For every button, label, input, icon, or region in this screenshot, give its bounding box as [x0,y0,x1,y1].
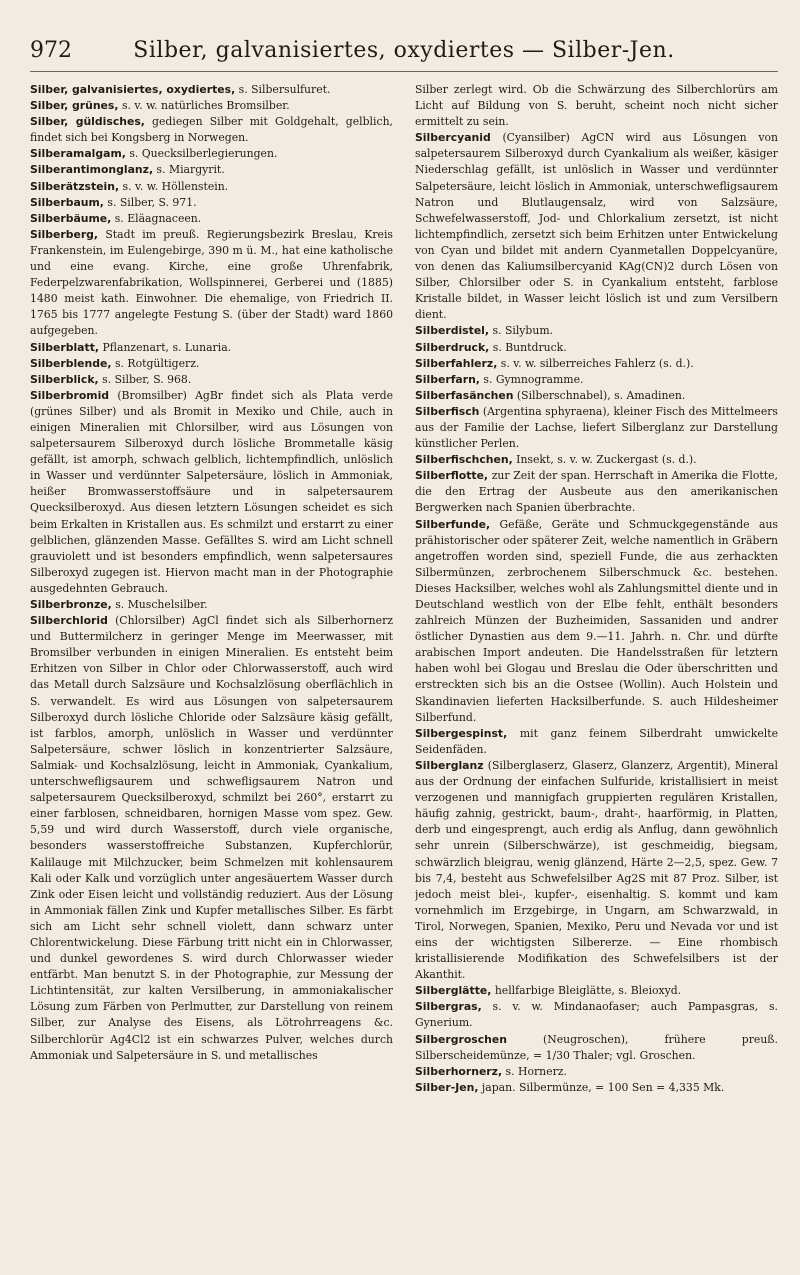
dictionary-entry [30,195,393,211]
dictionary-entry [415,388,778,404]
entry-text: (Argentina sphyraena), kleiner Fisch des Mittelmeers aus der Familie der Lachse, liefert Silberglanz zur Darstellung künstlicher Perlen. [415,404,778,451]
entry-headword: Silberberg, [30,227,99,241]
entry-headword: Silberblick, [30,372,99,386]
entry-headword: Silberhornerz, [415,1064,503,1078]
entry-text: s. Rotgültigerz. [114,356,200,370]
entry-text: (Silberschnabel), s. Amadinen. [516,388,686,402]
dictionary-entry [415,323,778,339]
dictionary-entry [30,340,393,356]
text-columns [30,82,778,1257]
entry-text: s. Silber, S. 968. [102,372,192,386]
dictionary-entry [30,82,393,98]
entry-headword: Silberfischchen, [415,453,513,467]
dictionary-entry [30,613,393,1064]
entry-text: hellfarbige Bleiglätte, s. Bleioxyd. [494,984,682,998]
dictionary-entry [30,388,393,597]
entry-text: s. Muschelsilber. [115,598,208,611]
entry-text: s. Buntdruck. [492,340,567,354]
entry-headword: Silberflotte, [415,469,489,483]
dictionary-entry [415,340,778,356]
entry-text: s. Silybum. [492,324,554,338]
entry-headword: Silbergespinst, [415,726,508,740]
entry-text: gediegen Silber mit Goldgehalt, gelblich, findet sich bei Kongsberg in Norwegen. [30,115,393,145]
dictionary-entry [30,227,393,340]
entry-text: (Chlorsilber) AgCl findet sich als Silberhornerz und Buttermilcherz in geringer Menge im Meerwasser, mit Bromsilber verbunden in einigen Mineralien. Es entsteht beim Erhitzen von Silber in Chlor oder Chlorwasserstoff, auch wird das Metall durch Salzsäure und Kochsalzlösung oberflächlich in S. verwandelt. Es wird aus Lösungen von salpetersaurem Silberoxyd durch lösliche Chloride oder Salzsäure käsig gefällt, ist farblos, amorph, unlöslich in Wasser und verdünnter Salpetersäure, schwer löslich in konzentrierter Salzsäure, Salmiak- und Kochsalzlösung, leicht in Ammoniak, Cyankalium, unterschwefligsaurem und schwefligsaurem Natron und salpetersaurem Quecksilberoxyd, schmilzt bei 260°, erstarrt zu einer farblosen, schneidbaren, hornigen Masse vom spez. Gew. 5,59 und wird durch Wasserstoff, durch viele organische, besonders wasserstoffreiche Substanzen, Kupferchlorür, Kalilauge mit Milchzucker, beim Schmelzen mit kohlensaurem Kali oder Kalk und vorzüglich unter angesäuertem Wasser durch Zink oder Eisen leicht und vollständig reduziert. Aus der Lösung in Ammoniak fällen Zink und Kupfer metallisches Silber. Es färbt sich am Licht sehr schnell violett, dann schwarz unter Chlorentwickelung. Diese Färbung tritt nicht ein in Chlorwasser, und dunkel gewordenes S. wird durch Chlorwasser wieder entfärbt. Man benutzt S. in der Photographie, zur Messung der Lichtintensität, zur kalten Versilberung, in ammoniakalischer Lösung zum Färben von Perlmutter, zur Darstellung von reinem Silber, zur Analyse des Eisens, als Lötrohrreagens &c. Silberchlorür Ag4Cl2 ist ein schwarzes Pulver, welches durch Ammoniak und Salpetersäure in S. und metallisches [30,614,393,1062]
entry-text: s. v. w. Höllenstein. [122,179,229,193]
entry-headword: Silberbäume, [30,211,112,225]
entry-text: (Bromsilber) AgBr findet sich als Plata verde (grünes Silber) und als Bromit in Mexiko und Chile, auch in einigen Mineralien mit Chlorsilber, wird aus Lösungen von salpetersaurem Silberoxyd durch lösliche Brommetalle käsig gefällt, ist amorph, schwach gelblich, lichtempfindlich, unlöslich in Wasser und verdünnter Salpetersäure, löslich in Ammoniak, heißer Bromwasserstoffsäure und in salpetersaurem Quecksilberoxyd. Aus diesen letztern Lösungen scheidet es sich beim Erkalten in Kristallen aus. Es schmilzt und erstarrt zu einer gelblichen, glänzenden Masse. Gefälltes S. wird am Licht schnell grauviolett und ist besonders empfindlich, wenn salpetersaures Silberoxyd zugegen ist. Hiervon macht man in der Photographie ausgedehnten Gebrauch. [30,388,393,595]
dictionary-entry [415,468,778,516]
entry-text: japan. Silbermünze, = 100 Sen = 4,335 Mk. [481,1080,725,1094]
dictionary-entry [415,999,778,1031]
entry-text: Silber zerlegt wird. Ob die Schwärzung des Silberchlorürs am Licht auf Bildung von S. beruht, scheint noch nicht sicher ermittelt zu sein. [415,83,778,129]
dictionary-entry [415,726,778,758]
dictionary-entry [415,404,778,452]
entry-text: Insekt, s. v. w. Zuckergast (s. d.). [516,453,697,467]
dictionary-entry [415,758,778,983]
dictionary-entry [30,114,393,146]
entry-headword: Silberbaum, [30,195,104,209]
entry-headword: Silberbronze, [30,598,112,611]
entry-headword: Silberdruck, [415,340,490,354]
entry-text: Stadt im preuß. Regierungsbezirk Breslau, Kreis Frankenstein, im Eulengebirge, 390 m ü. M., hat eine katholische und eine evang. Kirche, eine große Uhrenfabrik, Federpelzwarenfabrikation, Wollspinnerei, Gerberei und (1885) 1480 meist kath. Einwohner. Die ehemalige, von Friedrich II. 1765 bis 1777 angelegte Festung S. (über der Stadt) ward 1860 aufgegeben. [30,227,393,338]
entry-text: zur Zeit der span. Herrschaft in Amerika die Flotte, die den Ertrag der Ausbeute aus den amerikanischen Bergwerken nach Spanien überbrachte. [415,469,778,515]
entry-headword: Silberblatt, [30,340,99,354]
entry-text: mit ganz feinem Silberdraht umwickelte Seidenfäden. [415,726,778,756]
entry-text: s. Silbersulfuret. [238,83,331,96]
dictionary-entry [415,356,778,372]
dictionary-entry [30,372,393,388]
entry-text: s. v. w. silberreiches Fahlerz (s. d.). [500,356,694,370]
entry-headword: Silberbromid [30,388,110,402]
dictionary-entry [415,1080,778,1096]
entry-text: s. Hornerz. [505,1064,567,1078]
dictionary-entry [415,82,778,130]
entry-headword: Silberätzstein, [30,179,120,193]
left-column [30,82,393,1257]
entry-headword: Silberfarn, [415,372,480,386]
running-title: Silber, galvanisiertes, oxydiertes — Silber-Jen. [133,38,675,63]
entry-text: (Cyansilber) AgCN wird aus Lösungen von salpetersaurem Silberoxyd durch Cyankalium als weißer, käsiger Niederschlag gefällt, ist unlöslich in Wasser und verdünnter Salpetersäure, leicht löslich in Ammoniak, unterschwefligsaurem Natron und Blutlaugensalz, wird von Salzsäure, Schwefelwasserstoff, Jod- und Chlorkalium zersetzt, ist nicht lichtempfindlich, zersetzt sich beim Erhitzen unter Entwickelung von Cyan und bildet mit andern Cyanmetallen Doppelcyanüre, von denen das Kaliumsilbercyanid KAg(CN)2 durch Lösen von Silber, Chlorsilber oder S. in Cyankalium entsteht, farblose Kristalle bildet, in Wasser leicht löslich ist und zum Versilbern dient. [415,131,778,322]
entry-headword: Silberfahlerz, [415,356,498,370]
dictionary-entry [415,1032,778,1064]
dictionary-entry [30,146,393,162]
right-column [415,82,778,1257]
page-number: 972 [30,38,72,63]
entry-headword: Silberfasänchen [415,388,514,402]
entry-text: Gefäße, Geräte und Schmuckgegenstände aus prähistorischer oder späterer Zeit, welche namentlich in Gräbern angetroffen worden sind, speziell Funde, die aus zerhackten Silbermünzen, zerbrochenem Silberschmuck &c. bestehen. Dieses Hacksilber, welches wohl als Zahlungsmittel diente und in Deutschland westlich von der Elbe fehlt, enthält besonders zahlreich Münzen der Buzheimiden, Sassaniden und andrer östlicher Dynastien aus dem 9.—11. Jahrh. n. Chr. und dürfte arabischen Import andeuten. Die Handelsstraßen für letztern haben wohl bei Glogau und Breslau die Oder überschritten und erstreckten sich bis an die Ostsee (Wollin). Auch Holstein und Skandinavien lieferten Hacksilberfunde. S. auch Hildesheimer Silberfund. [415,517,778,724]
entry-headword: Silber, güldisches, [30,115,145,129]
entry-headword: Silbergras, [415,1000,482,1014]
entry-headword: Silberglätte, [415,984,492,998]
dictionary-entry [30,356,393,372]
entry-headword: Silberblende, [30,356,112,370]
dictionary-entry [30,162,393,178]
entry-text: s. v. w. natürliches Bromsilber. [121,99,290,113]
entry-headword: Silber-Jen, [415,1080,479,1094]
entry-headword: Silberfisch [415,404,480,418]
dictionary-entry [30,211,393,227]
header-rule [30,71,778,72]
dictionary-entry [415,1064,778,1080]
entry-headword: Silberamalgam, [30,147,126,161]
entry-headword: Silbergroschen [415,1032,507,1046]
entry-text: (Silberglaserz, Glaserz, Glanzerz, Argentit), Mineral aus der Ordnung der einfachen Sulfuride, kristallisiert in meist verzogenen und mannigfach gruppierten regulären Kristallen, häufig zahnig, gestrickt, baum-, draht-, haarförmig, in Platten, derb und eingesprengt, auch erdig als Anflug, dann gewöhnlich sehr unrein (Silberschwärze), ist geschmeidig, biegsam, schwärzlich bleigrau, wenig glänzend, Härte 2—2,5, spez. Gew. 7 bis 7,4, besteht aus Schwefelsilber Ag2S mit 87 Proz. Silber, ist jedoch meist blei-, kupfer-, eisenhaltig. S. kommt und kam vornehmlich im Erzgebirge, in Ungarn, am Schwarzwald, in Tirol, Norwegen, Spanien, Mexiko, Peru und Nevada vor und ist eins der wichtigsten Silbererze. — Eine rhombisch kristallisierende Modifikation des Schwefelsilbers ist der Akanthit. [415,758,778,982]
dictionary-entry [415,517,778,726]
dictionary-entry [415,983,778,999]
entry-headword: Silberfunde, [415,517,491,531]
entry-text: s. Quecksilberlegierungen. [129,147,278,161]
entry-text: s. Eläagnaceen. [114,211,202,225]
page-header [30,38,778,72]
entry-headword: Silberantimonglanz, [30,163,154,177]
entry-text: Pflanzenart, s. Lunaria. [102,340,232,354]
entry-headword: Silberchlorid [30,614,108,628]
dictionary-entry [415,452,778,468]
entry-headword: Silber, grünes, [30,99,119,113]
dictionary-entry [30,597,393,613]
entry-text: s. Silber, S. 971. [107,195,197,209]
entry-text: s. v. w. Mindanaofaser; auch Pampasgras, s. Gynerium. [415,1000,778,1030]
entry-headword: Silbercyanid [415,131,491,145]
entry-text: s. Gymnogramme. [483,372,584,386]
entry-headword: Silberglanz [415,758,484,772]
dictionary-entry [415,130,778,323]
entry-text: s. Miargyrit. [156,163,225,177]
entry-text: (Neugroschen), frühere preuß. Silberscheidemünze, = 1/30 Thaler; vgl. Groschen. [415,1032,778,1062]
dictionary-entry [415,372,778,388]
dictionary-entry [30,179,393,195]
entry-headword: Silberdistel, [415,324,490,338]
dictionary-entry [30,98,393,114]
entry-headword: Silber, galvanisiertes, oxydiertes, [30,83,236,96]
